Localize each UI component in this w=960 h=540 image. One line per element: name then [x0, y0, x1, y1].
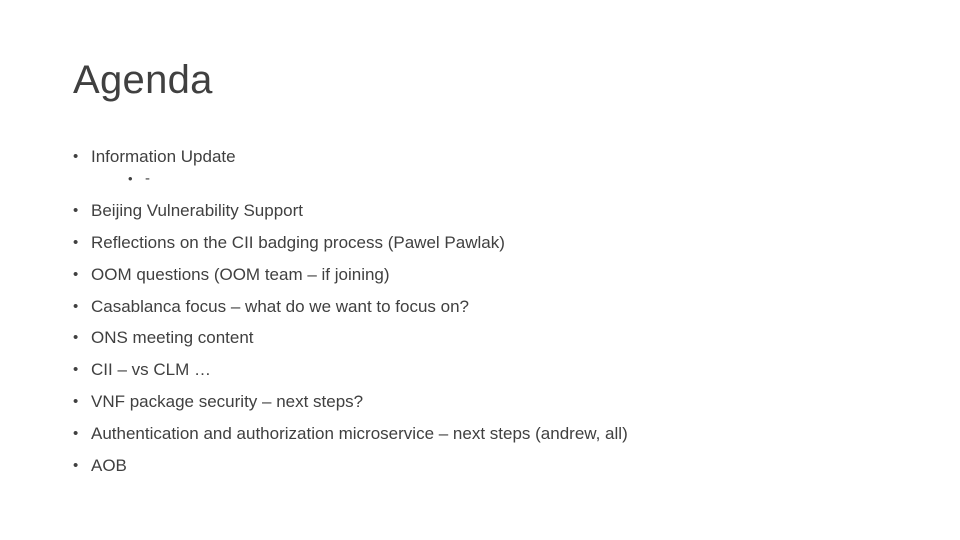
agenda-item-cii-vs-clm: [73, 359, 933, 381]
agenda-item-casablanca-focus: [73, 296, 933, 318]
agenda-item-text: OOM questions (OOM team – if joining): [91, 264, 390, 284]
agenda-item-auth-microservice: [73, 423, 933, 445]
bullet-icon: •: [73, 297, 79, 315]
agenda-item-beijing-vulnerability-support: [73, 200, 933, 222]
bullet-icon: •: [128, 171, 133, 186]
agenda-item-text: AOB: [91, 456, 127, 476]
bullet-icon: •: [73, 201, 79, 219]
agenda-item-text: Authentication and authorization microservice – next steps (andrew, all): [91, 424, 628, 444]
agenda-item-information-update: [73, 146, 933, 168]
agenda-item-text: VNF package security – next steps?: [91, 392, 364, 412]
bullet-icon: •: [73, 393, 79, 411]
bullet-icon: •: [73, 361, 79, 379]
bullet-icon: •: [73, 425, 79, 443]
agenda-item-vnf-package-security: [73, 391, 933, 413]
agenda-item-text: Information Update: [91, 147, 236, 166]
agenda-item-text: CII – vs CLM …: [91, 360, 211, 380]
bullet-icon: •: [73, 148, 79, 165]
bullet-icon: •: [73, 265, 79, 283]
bullet-icon: •: [73, 329, 79, 347]
bullet-icon: •: [73, 233, 79, 251]
agenda-list: [73, 146, 933, 487]
agenda-item-text: Beijing Vulnerability Support: [91, 200, 303, 220]
bullet-icon: •: [73, 457, 79, 475]
agenda-item-aob: [73, 455, 933, 477]
slide-title: Agenda: [73, 58, 213, 102]
agenda-subitem-text: -: [145, 170, 150, 187]
agenda-item-text: Reflections on the CII badging process (Pawel Pawlak): [91, 232, 505, 252]
agenda-item-ons-meeting: [73, 327, 933, 349]
agenda-subitem: [73, 168, 933, 190]
agenda-item-oom-questions: [73, 264, 933, 286]
agenda-item-text: ONS meeting content: [91, 328, 254, 348]
agenda-item-text: Casablanca focus – what do we want to focus on?: [91, 296, 470, 316]
agenda-item-cii-badging: [73, 232, 933, 254]
